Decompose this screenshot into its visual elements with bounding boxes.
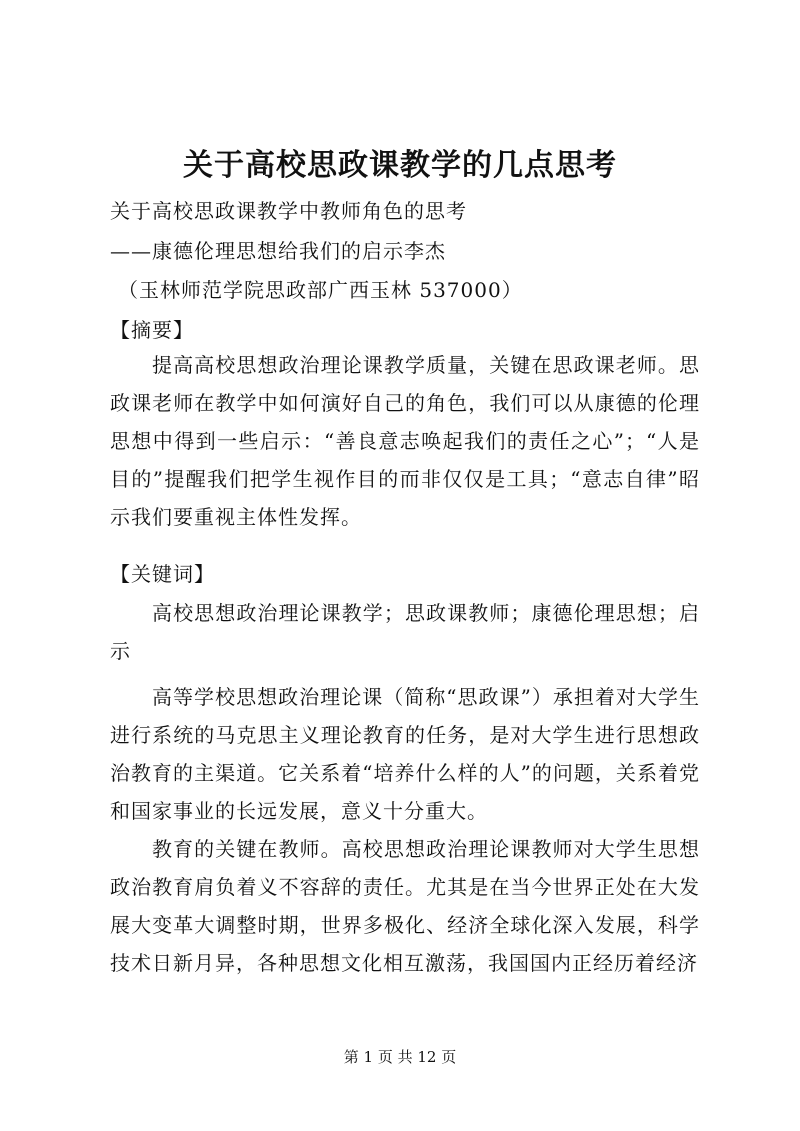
- abstract-paragraph: 提高高校思想政治理论课教学质量，关键在思政课老师。思政课老师在教学中如何演好自己的角色，我们可以从康德的伦理思想中得到一些启示：“善良意志唤起我们的责任之心”；“人是目的”提醒我们把学生视作目的而非仅仅是工具；“意志自律”昭示我们要重视主体性发挥。: [110, 353, 700, 529]
- keywords-paragraph: 高校思想政治理论课教学；思政课教师；康德伦理思想；启示: [110, 601, 700, 663]
- author-affiliation: （玉林师范学院思政部广西玉林 537000）: [118, 278, 523, 302]
- body-paragraph-2: 教育的关键在教师。高校思想政治理论课教师对大学生思想政治教育肩负着义不容辞的责任。尤其是在当今世界正处在大发展大变革大调整时期，世界多极化、经济全球化深入发展，科学技术日新月异，各种思想文化相互激荡，我国国内正经历着经济: [110, 837, 700, 975]
- page-number-footer: 第 1 页 共 12 页: [343, 1048, 457, 1066]
- abstract-heading: 【摘要】: [110, 318, 194, 342]
- subtitle-line-1: 关于高校思政课教学中教师角色的思考: [110, 199, 467, 223]
- keywords-heading: 【关键词】: [110, 562, 215, 586]
- subtitle-line-2: ——康德伦理思想给我们的启示李杰: [110, 239, 446, 263]
- body-paragraph-1: 高等学校思想政治理论课（简称“思政课”）承担着对大学生进行系统的马克思主义理论教育的任务，是对大学生进行思想政治教育的主渠道。它关系着“培养什么样的人”的问题，关系着党和国家事业的长远发展，意义十分重大。: [110, 685, 700, 823]
- document-title: 关于高校思政课教学的几点思考: [183, 148, 617, 183]
